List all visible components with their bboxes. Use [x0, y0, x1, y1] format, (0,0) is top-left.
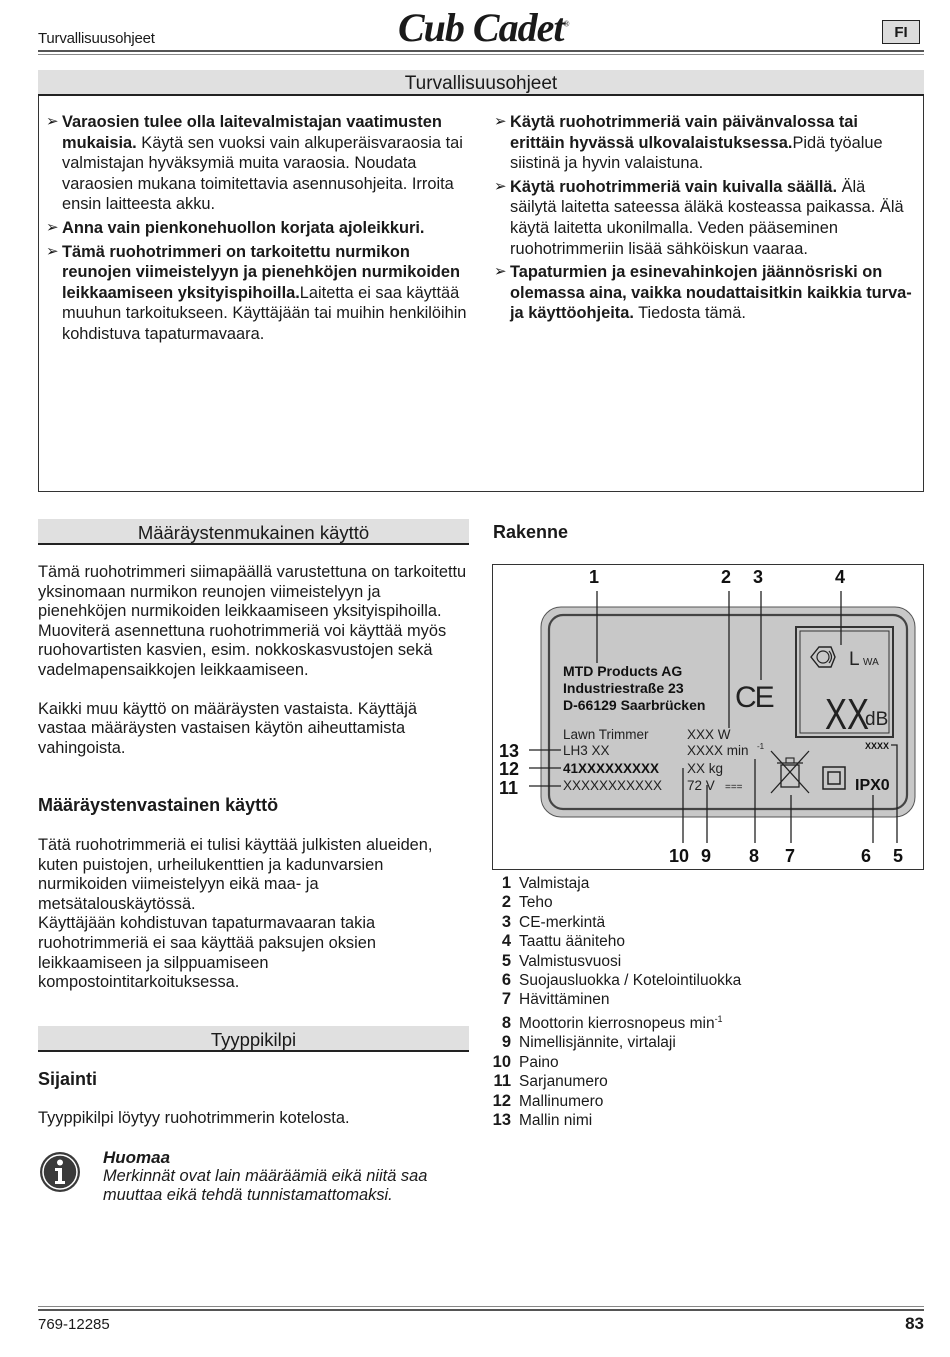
- plate-voltage: 72 V: [687, 778, 715, 793]
- safety-item-text: Älä säilytä laitetta sateessa äläkä kosteassa paikassa. Älä käytä laitetta ukonilmalla. Veden pääseminen ruohotrimmeriin lisää sähköiskun vaaraa.: [510, 177, 904, 258]
- legend-item: [491, 1092, 921, 1111]
- legend-number: 2: [501, 893, 511, 912]
- safety-item: [486, 177, 916, 259]
- callout-6: 6: [861, 846, 872, 866]
- legend-item: [491, 1033, 921, 1052]
- rating-plate-diagram: [492, 564, 924, 870]
- legend-number: 7: [501, 990, 511, 1009]
- legend-item: [491, 1111, 921, 1130]
- legend-item: [491, 1010, 921, 1034]
- plate-year: XXXX: [865, 741, 890, 751]
- footer-rule-thin: [38, 1306, 924, 1307]
- arrow-bullet-icon: ➢: [46, 113, 59, 130]
- legend-label: Taattu ääniteho: [519, 933, 626, 951]
- legend-item: [491, 893, 921, 912]
- legend-label: Mallin nimi: [519, 1112, 593, 1130]
- legend-item: [491, 990, 921, 1009]
- callout-12: 12: [499, 759, 520, 779]
- note-text: Merkinnät ovat lain määräämiä eikä niitä saa muuttaa eikä tehdä tunnistamattomaksi.: [103, 1167, 428, 1204]
- plate-speed: XXXX min: [687, 743, 749, 758]
- arrow-bullet-icon: ➢: [494, 113, 507, 130]
- header-rule: [38, 50, 924, 52]
- safety-item-bold: Anna vain pienkonehuollon korjata ajoleikkuri.: [62, 218, 425, 237]
- legend-label: Teho: [519, 894, 553, 912]
- header-rule-thin: [38, 54, 924, 55]
- legend-label: Valmistusvuosi: [519, 952, 622, 970]
- arrow-bullet-icon: ➢: [494, 263, 507, 281]
- intended-use-p2: Muoviterä asennettuna ruohotrimmeriä voi käyttää myös ruohovartisten kasvien, esim. nokkoskasvustojen sekä vadelmapensaikkojen leikkaamiseen.: [38, 621, 447, 679]
- legend-number: 10: [492, 1052, 511, 1071]
- safety-item: [38, 218, 478, 239]
- safety-item-text: Tiedosta tämä.: [633, 304, 746, 323]
- legend-number: 13: [492, 1111, 511, 1130]
- legend-item: [491, 1053, 921, 1072]
- legend-item: [491, 874, 921, 893]
- legend-number: 4: [501, 932, 511, 951]
- legend-number: 1: [501, 874, 511, 892]
- legend-number: 12: [492, 1091, 511, 1110]
- plate-item: 41XXXXXXXXX: [563, 761, 660, 776]
- legend-label: Moottorin kierrosnopeus min: [519, 1015, 715, 1032]
- legend-item: [491, 971, 921, 990]
- legend-number: 6: [501, 971, 511, 990]
- intended-use-text: [38, 563, 468, 758]
- callout-5: 5: [893, 846, 904, 866]
- plate-company: MTD Products AG: [563, 663, 683, 679]
- legend-item: [491, 952, 921, 971]
- safety-item-text: Pidä työalue siistinä ja hyvin valaistuna.: [510, 133, 883, 173]
- legend-label: Paino: [519, 1053, 559, 1071]
- rating-plate-legend: [491, 874, 921, 1130]
- brand-name: Cub Cadet: [398, 5, 564, 50]
- arrow-bullet-icon: ➢: [494, 177, 507, 195]
- callout-11: 11: [499, 778, 519, 798]
- plate-street: Industriestraße 23: [563, 680, 684, 696]
- note-title: Huomaa: [103, 1148, 171, 1167]
- safety-item-bold: Käytä ruohotrimmeriä vain päivänvalossa tai erittäin hyvässä ulkovalaistuksessa.: [510, 113, 858, 152]
- legend-item: [491, 1072, 921, 1091]
- misuse-p1: Tätä ruohotrimmeriä ei tulisi käyttää julkisten alueiden, kuten puistojen, urheilukenttien ja kadunvarsien nurmikoiden viimeistelyyn eikä maa- ja metsätalouskäytössä.: [38, 836, 433, 913]
- ce-mark: CE: [735, 681, 773, 714]
- footer-rule: [38, 1309, 924, 1311]
- location-text: Tyyppikilpi löytyy ruohotrimmerin kotelosta.: [38, 1109, 350, 1127]
- location-title: Sijainti: [38, 1069, 98, 1089]
- callout-10: 10: [669, 846, 690, 866]
- legend-label: Nimellisjännite, virtalaji: [519, 1034, 676, 1052]
- legend-label: Hävittäminen: [519, 991, 610, 1009]
- structure-title: Rakenne: [493, 522, 569, 542]
- intended-use-p1: Tämä ruohotrimmeri siimapäällä varustettuna on tarkoitettu yksinomaan nurmikon reunojen viimeistelyyn ja pienehköjen nurmikoiden leikkaamiseen yksityispihoilla.: [38, 563, 467, 621]
- callout-9: 9: [701, 846, 712, 866]
- safety-right-column: [486, 112, 916, 327]
- legend-item: [491, 913, 921, 932]
- doc-number: 769-12285: [38, 1316, 110, 1333]
- safety-section-title: Turvallisuusohjeet: [38, 70, 924, 96]
- misuse-title: Määräystenvastainen käyttö: [38, 795, 279, 815]
- intended-use-p3: Kaikki muu käyttö on määräysten vastaista. Käyttäjä vastaa määräysten vastaisen käytön aiheuttamista vahingoista.: [38, 699, 417, 757]
- safety-item: [486, 112, 916, 174]
- db-unit: dB: [865, 709, 889, 730]
- safety-item: [38, 242, 478, 345]
- db-value: XX: [825, 690, 870, 740]
- brand-registered-mark: ®: [563, 19, 569, 29]
- misuse-p2: Käyttäjään kohdistuvan tapaturmavaaran takia ruohotrimmeriä ei saa käyttää paksujen oksien leikkaamiseen ja silppuamiseen kompostointitarkoituksessa.: [38, 914, 377, 992]
- callout-3: 3: [753, 567, 764, 587]
- legend-label: Mallinumero: [519, 1092, 604, 1110]
- callout-1: 1: [589, 567, 600, 587]
- safety-item-text: Käytä sen vuoksi vain alkuperäisvaraosia tai valmistajan hyväksymiä muita varaosia. Noudata varaosien mukana toimitettavia asennusohjeita. Irroita ensin laitteesta akku.: [62, 133, 463, 214]
- arrow-bullet-icon: ➢: [46, 242, 59, 260]
- safety-item: [38, 112, 478, 215]
- header-section-title: Turvallisuusohjeet: [38, 30, 155, 47]
- callout-8: 8: [749, 846, 760, 866]
- legend-sup: -1: [714, 1013, 723, 1024]
- legend-label: CE-merkintä: [519, 913, 606, 931]
- plate-speed-sup: -1: [757, 742, 765, 751]
- callout-4: 4: [835, 567, 846, 587]
- lwa-sub: WA: [863, 657, 879, 668]
- safety-item-bold: Käytä ruohotrimmeriä vain kuivalla säällä.: [510, 177, 838, 196]
- page-number: 83: [905, 1314, 924, 1333]
- rating-plate-title: Tyyppikilpi: [38, 1026, 469, 1052]
- legend-label: Valmistaja: [519, 875, 590, 892]
- plate-name: Lawn Trimmer: [563, 727, 649, 742]
- legend-item: [491, 932, 921, 951]
- language-badge: FI: [882, 20, 920, 44]
- intended-use-title: Määräystenmukainen käyttö: [38, 519, 469, 545]
- rating-plate-figure: [493, 565, 923, 869]
- safety-item-bold: Varaosien tulee olla laitevalmistajan vaatimusten mukaisia.: [62, 113, 442, 152]
- callout-13: 13: [499, 741, 520, 761]
- plate-serial: XXXXXXXXXXX: [563, 778, 663, 793]
- legend-number: 9: [501, 1033, 511, 1052]
- safety-item-bold: Tapaturmien ja esinevahinkojen jäännösriski on olemassa aina, vaikka noudattaisitkin kaikkia turva- ja käyttöohjeita.: [510, 263, 912, 323]
- lwa-label: L: [849, 649, 860, 670]
- safety-item: [486, 262, 916, 324]
- safety-item-bold: Tämä ruohotrimmeri on tarkoitettu nurmikon reunojen viimeistelyyn ja pienehköjen nurmikoiden leikkaamiseen yksityispihoilla.: [62, 242, 461, 302]
- dc-symbol: ===: [725, 782, 743, 793]
- plate-model: LH3 XX: [563, 743, 610, 758]
- arrow-bullet-icon: ➢: [46, 218, 59, 236]
- info-icon: [38, 1150, 82, 1194]
- safety-item-text: Laitetta ei saa käyttää muuhun tarkoitukseen. Käyttäjään tai muihin henkilöihin kohdistuva tapaturmavaara.: [62, 283, 467, 343]
- legend-label: Suojausluokka / Kotelointiluokka: [519, 972, 742, 990]
- safety-left-column: [38, 112, 478, 348]
- legend-number: 3: [501, 912, 511, 931]
- misuse-text: [38, 836, 468, 993]
- legend-number: 11: [493, 1072, 511, 1091]
- legend-label: Sarjanumero: [519, 1073, 608, 1091]
- legend-number: 8: [501, 1014, 511, 1032]
- plate-ipx: IPX0: [855, 777, 890, 794]
- callout-2: 2: [721, 567, 732, 587]
- brand-logo: [398, 4, 569, 51]
- plate-city: D-66129 Saarbrücken: [563, 697, 706, 713]
- legend-number: 5: [501, 951, 511, 970]
- plate-weight: XX kg: [687, 761, 724, 776]
- plate-power: XXX W: [687, 727, 731, 742]
- callout-7: 7: [785, 846, 796, 866]
